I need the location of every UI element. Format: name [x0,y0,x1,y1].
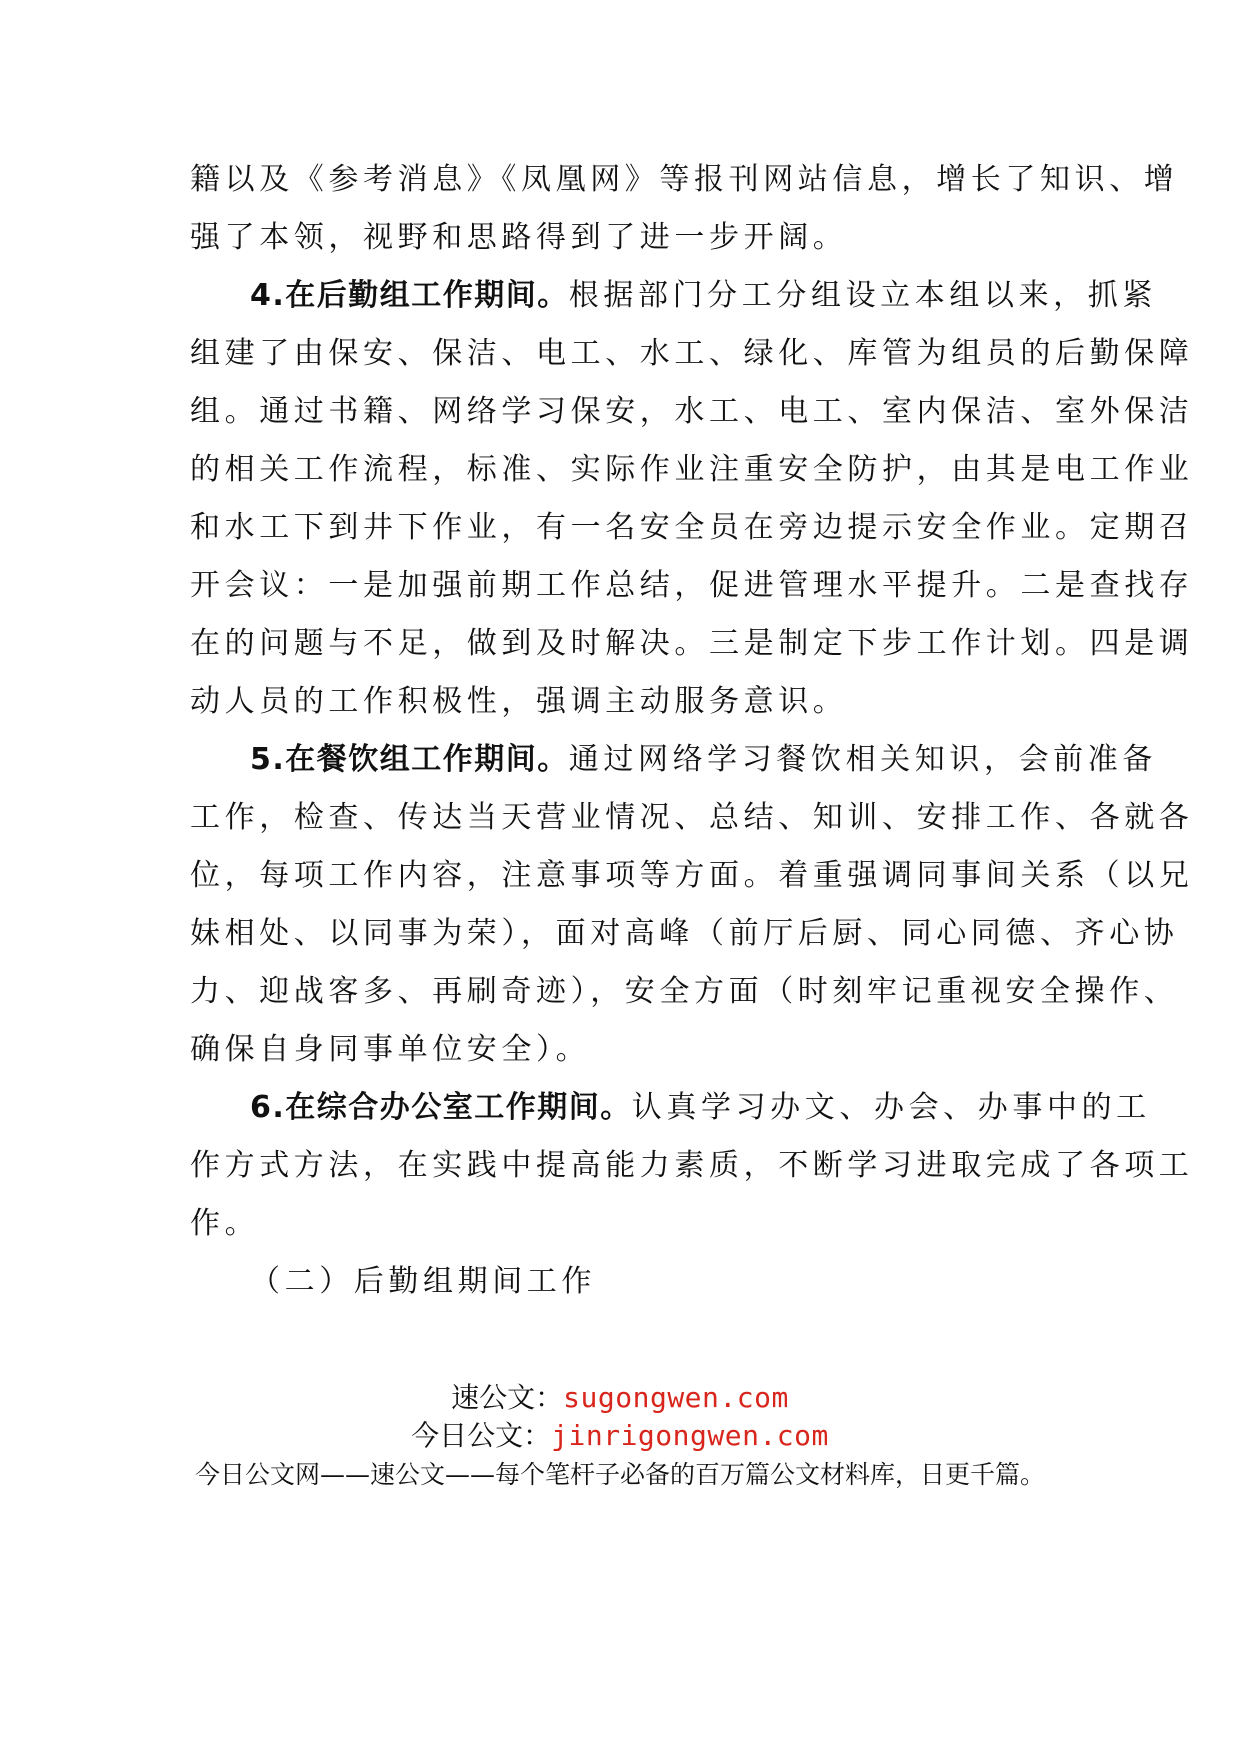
section-4-text: 根据部门分工分组设立本组以来，抓紧 [568,278,1157,313]
body-text-line: 力、迎战客多、再刷奇迹），安全方面（时刻牢记重视安全操作、 [190,974,1179,1009]
body-text-line: 开会议：一是加强前期工作总结，促进管理水平提升。二是查找存 [190,568,1194,603]
footer-link-jinrigongwen[interactable]: jinrigongwen.com [551,1419,829,1452]
section-6-text: 认真学习办文、办会、办事中的工 [631,1090,1151,1125]
footer-label-1: 速公文： [451,1381,564,1414]
body-text-line: 在的问题与不足，做到及时解决。三是制定下步工作计划。四是调 [190,626,1194,661]
section-4-heading: 4.在后勤组工作期间。 [250,278,569,313]
footer-label-2: 今日公文： [411,1419,552,1452]
section-5-heading: 5.在餐饮组工作期间。 [250,742,569,777]
body-text-line: 位，每项工作内容，注意事项等方面。着重强调同事间关系（以兄 [190,858,1194,893]
footer-site-line-1 [0,1380,1240,1416]
footer-link-sugongwen[interactable]: sugongwen.com [563,1381,789,1414]
section-6-heading: 6.在综合办公室工作期间。 [250,1090,632,1125]
body-text-line: 组。通过书籍、网络学习保安，水工、电工、室内保洁、室外保洁 [190,394,1194,429]
section-6-first-line [250,1088,1151,1128]
body-text-line: 工作，检查、传达当天营业情况、总结、知训、安排工作、各就各 [190,800,1194,835]
body-text-line: 作方式方法，在实践中提高能力素质，不断学习进取完成了各项工 [190,1148,1194,1183]
body-text-line: 确保自身同事单位安全）。 [190,1032,591,1067]
body-text-line: 组建了由保安、保洁、电工、水工、绿化、库管为组员的后勤保障 [190,336,1194,371]
body-text-line: 籍以及《参考消息》《凤凰网》等报刊网站信息，增长了知识、增 [190,162,1179,197]
body-text-line: 的相关工作流程，标准、实际作业注重安全防护，由其是电工作业 [190,452,1194,487]
section-4-first-line [250,276,1157,316]
section-5-text: 通过网络学习餐饮相关知识，会前准备 [568,742,1157,777]
body-text-line: 作。 [190,1206,260,1241]
body-text-line: 妹相处、以同事为荣），面对高峰（前厅后厨、同心同德、齐心协 [190,916,1179,951]
footer-site-line-2 [0,1418,1240,1454]
body-text-line: 强了本领，视野和思路得到了进一步开阔。 [190,220,848,255]
body-text-line: 和水工下到井下作业，有一名安全员在旁边提示安全作业。定期召 [190,510,1194,545]
subheading: （二）后勤组期间工作 [250,1264,596,1299]
section-5-first-line [250,740,1157,780]
footer-slogan: 今日公文网——速公文——每个笔杆子必备的百万篇公文材料库，日更千篇。 [194,1460,1045,1489]
body-text-line: 动人员的工作积极性，强调主动服务意识。 [190,684,848,719]
